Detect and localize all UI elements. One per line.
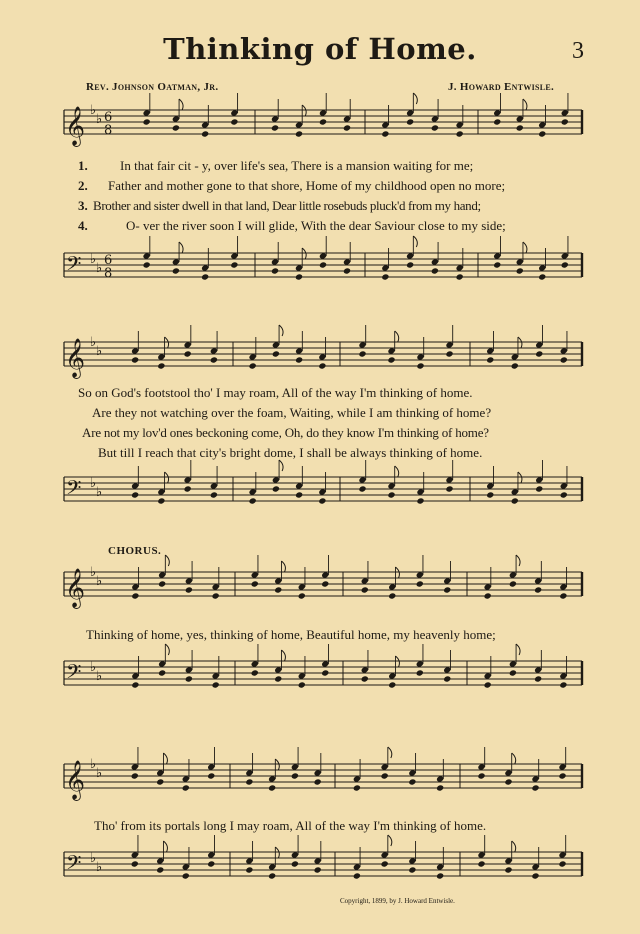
composer-credit: J. Howard Entwisle. (448, 81, 555, 93)
note-head (456, 273, 464, 280)
note-head (387, 491, 395, 498)
note-head (538, 130, 546, 137)
note-head (157, 362, 165, 369)
note-head (538, 273, 546, 280)
note-head (381, 772, 389, 779)
note-head (185, 586, 193, 593)
note-head (456, 130, 464, 137)
note-flag (165, 337, 169, 348)
note-head (230, 261, 238, 268)
note-head (431, 267, 439, 274)
note-flag (395, 567, 399, 578)
note-head (184, 485, 192, 492)
note-head (416, 669, 424, 676)
note-head (156, 778, 164, 785)
note-flag (179, 99, 183, 110)
flat-icon: ♭ (96, 112, 103, 127)
note-head (131, 491, 139, 498)
verse-3-line-2: Are not my lov'd ones beckoning come, Oh, do they know I'm thinking of home? (82, 425, 489, 440)
note-head (319, 261, 327, 268)
note-head (314, 778, 322, 785)
note-head (445, 350, 453, 357)
note-head (559, 592, 567, 599)
note-head (295, 130, 303, 137)
note-head (559, 681, 567, 688)
note-head (131, 772, 139, 779)
note-head (531, 784, 539, 791)
note-head (493, 261, 501, 268)
note-flag (302, 105, 306, 116)
note-head (207, 772, 215, 779)
flat-icon: ♭ (90, 103, 97, 118)
note-head (560, 491, 568, 498)
note-head (321, 669, 329, 676)
note-head (131, 681, 139, 688)
note-head (484, 681, 492, 688)
verse-number: 1. (78, 158, 88, 173)
note-head (182, 784, 190, 791)
verse-number: 2. (78, 178, 88, 193)
note-head (212, 681, 220, 688)
bass-clef-icon: 𝄢 (66, 476, 82, 504)
flat-icon: ♭ (96, 344, 103, 359)
note-head (207, 860, 215, 867)
note-head (318, 362, 326, 369)
note-head (416, 362, 424, 369)
note-flag (279, 325, 283, 336)
note-flag (163, 753, 167, 764)
time-signature-bottom: 8 (104, 123, 113, 138)
note-head (535, 485, 543, 492)
note-head (436, 784, 444, 791)
note-flag (395, 656, 399, 667)
note-flag (279, 460, 283, 471)
note-flag (165, 644, 169, 655)
note-head (531, 872, 539, 879)
note-head (406, 118, 414, 125)
note-head (561, 118, 569, 125)
verse-number: 3. (78, 198, 88, 213)
note-head (291, 860, 299, 867)
note-head (172, 124, 180, 131)
verse-1-line-1: In that fair cit - y, over life's sea, There is a mansion waiting for me; (120, 158, 474, 173)
bass-clef-icon: 𝄢 (66, 851, 82, 879)
note-head (295, 273, 303, 280)
note-head (388, 681, 396, 688)
note-head (249, 497, 257, 504)
note-flag (275, 759, 279, 770)
note-flag (518, 472, 522, 483)
note-flag (512, 841, 516, 852)
note-flag (413, 93, 417, 104)
flat-icon: ♭ (96, 574, 103, 589)
note-head (271, 267, 279, 274)
note-head (131, 356, 139, 363)
note-head (158, 669, 166, 676)
treble-clef-icon: 𝄞 (65, 106, 86, 146)
note-flag (413, 236, 417, 247)
note-head (436, 872, 444, 879)
note-head (201, 273, 209, 280)
note-flag (165, 555, 169, 566)
time-signature-top: 6 (104, 253, 113, 268)
note-flag (516, 555, 520, 566)
note-head (182, 872, 190, 879)
verse-4-line-2: But till I reach that city's bright dome, I shall be always thinking of home. (98, 445, 483, 460)
verse-2-line-1: Father and mother gone to that shore, Home of my childhood open no more; (108, 178, 506, 193)
note-head (381, 273, 389, 280)
note-head (509, 669, 517, 676)
note-head (516, 267, 524, 274)
note-head (210, 491, 218, 498)
note-head (484, 592, 492, 599)
treble-clef-icon: 𝄞 (65, 338, 86, 378)
note-head (210, 356, 218, 363)
copyright-notice: Copyright, 1899, by J. Howard Entwisle. (340, 897, 455, 905)
note-head (353, 784, 361, 791)
note-head (381, 860, 389, 867)
note-head (251, 580, 259, 587)
note-head (321, 580, 329, 587)
note-flag (302, 248, 306, 259)
note-head (291, 772, 299, 779)
flat-icon: ♭ (90, 252, 97, 267)
flat-icon: ♭ (96, 261, 103, 276)
note-head (408, 866, 416, 873)
note-head (361, 675, 369, 682)
flat-icon: ♭ (90, 335, 97, 350)
flat-icon: ♭ (90, 476, 97, 491)
note-flag (395, 466, 399, 477)
note-head (406, 261, 414, 268)
note-head (230, 118, 238, 125)
note-head (131, 592, 139, 599)
time-signature-bottom: 8 (104, 266, 113, 281)
note-head (272, 350, 280, 357)
note-head (274, 675, 282, 682)
time-signature-top: 6 (104, 110, 113, 125)
note-head (416, 580, 424, 587)
note-head (172, 267, 180, 274)
verse-1-line-2: So on God's footstool tho' I may roam, All of the way I'm thinking of home. (78, 385, 473, 400)
note-flag (281, 561, 285, 572)
note-head (534, 586, 542, 593)
note-head (295, 356, 303, 363)
note-head (201, 130, 209, 137)
note-head (298, 681, 306, 688)
lyricist-credit: Rev. Johnson Oatman, Jr. (86, 81, 219, 93)
note-head (408, 778, 416, 785)
note-head (561, 261, 569, 268)
chorus-line-2: Tho' from its portals long I may roam, All of the way I'm thinking of home. (94, 818, 487, 833)
note-head (249, 362, 257, 369)
chorus-line-1: Thinking of home, yes, thinking of home, Beautiful home, my heavenly home; (86, 627, 496, 642)
chorus-label: CHORUS. (108, 545, 162, 557)
page-number: 3 (572, 38, 584, 64)
note-head (295, 491, 303, 498)
note-head (535, 350, 543, 357)
note-head (534, 675, 542, 682)
note-flag (275, 847, 279, 858)
note-head (143, 261, 151, 268)
note-head (388, 592, 396, 599)
note-head (272, 485, 280, 492)
note-head (131, 860, 139, 867)
note-flag (281, 650, 285, 661)
note-flag (395, 331, 399, 342)
note-head (558, 772, 566, 779)
note-head (558, 860, 566, 867)
bass-clef-icon: 𝄢 (66, 252, 82, 280)
flat-icon: ♭ (96, 669, 103, 684)
note-flag (523, 99, 527, 110)
note-head (185, 675, 193, 682)
note-flag (388, 835, 392, 846)
flat-icon: ♭ (90, 757, 97, 772)
note-head (245, 866, 253, 873)
bass-clef-icon: 𝄢 (66, 660, 82, 688)
verse-2-line-2: Are they not watching over the foam, Waiting, while I am thinking of home? (92, 405, 492, 420)
note-head (358, 350, 366, 357)
note-head (443, 675, 451, 682)
note-head (445, 485, 453, 492)
note-head (274, 586, 282, 593)
note-head (298, 592, 306, 599)
flat-icon: ♭ (90, 660, 97, 675)
treble-clef-icon: 𝄞 (65, 760, 86, 800)
note-head (477, 860, 485, 867)
flat-icon: ♭ (90, 851, 97, 866)
note-head (268, 784, 276, 791)
note-flag (512, 753, 516, 764)
note-head (143, 118, 151, 125)
note-flag (516, 644, 520, 655)
note-head (361, 586, 369, 593)
note-head (245, 778, 253, 785)
note-flag (179, 242, 183, 253)
note-head (353, 872, 361, 879)
flat-icon: ♭ (96, 860, 103, 875)
note-head (271, 124, 279, 131)
note-head (504, 866, 512, 873)
note-head (268, 872, 276, 879)
note-head (343, 124, 351, 131)
note-head (493, 118, 501, 125)
note-flag (163, 841, 167, 852)
note-head (251, 669, 259, 676)
note-head (511, 497, 519, 504)
note-head (157, 497, 165, 504)
note-head (416, 497, 424, 504)
note-head (516, 124, 524, 131)
note-head (387, 356, 395, 363)
verse-4-line-1: O- ver the river soon I will glide, With the dear Saviour close to my side; (126, 218, 506, 233)
flat-icon: ♭ (96, 766, 103, 781)
note-head (477, 772, 485, 779)
hymn-title: Thinking of Home. (163, 32, 477, 66)
flat-icon: ♭ (90, 565, 97, 580)
verse-number: 4. (78, 218, 88, 233)
note-head (343, 267, 351, 274)
note-head (431, 124, 439, 131)
flat-icon: ♭ (96, 485, 103, 500)
note-head (212, 592, 220, 599)
treble-clef-icon: 𝄞 (65, 568, 86, 608)
verse-3-line-1: Brother and sister dwell in that land, Dear little rosebuds pluck'd from my hand; (93, 198, 481, 213)
note-head (358, 485, 366, 492)
note-head (158, 580, 166, 587)
note-head (184, 350, 192, 357)
note-flag (523, 242, 527, 253)
note-head (443, 586, 451, 593)
note-head (156, 866, 164, 873)
note-head (319, 118, 327, 125)
note-head (381, 130, 389, 137)
note-head (318, 497, 326, 504)
note-head (509, 580, 517, 587)
note-head (486, 356, 494, 363)
note-head (314, 866, 322, 873)
note-head (504, 778, 512, 785)
note-head (511, 362, 519, 369)
note-head (560, 356, 568, 363)
note-flag (388, 747, 392, 758)
note-head (486, 491, 494, 498)
note-flag (165, 472, 169, 483)
note-flag (518, 337, 522, 348)
